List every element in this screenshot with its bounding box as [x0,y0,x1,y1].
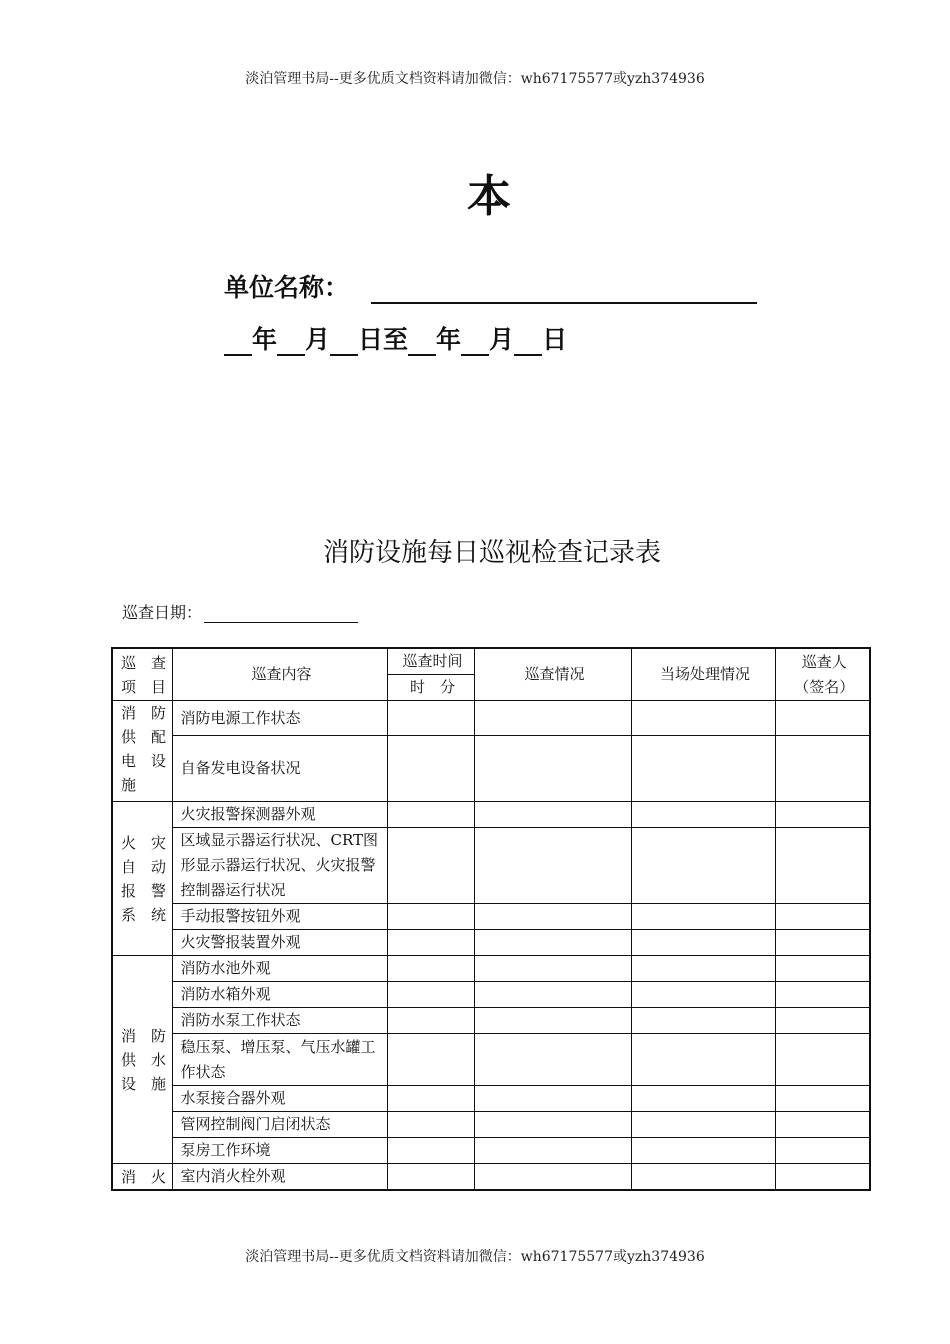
handling-cell[interactable] [631,1164,775,1191]
header-item: 巡 查 项 目 [112,648,172,701]
handling-cell[interactable] [631,828,775,904]
unit-name-blank[interactable] [371,274,757,304]
header-handling: 当场处理情况 [631,648,775,701]
inspector-cell[interactable] [775,736,870,802]
time-cell[interactable] [387,701,474,736]
status-cell[interactable] [474,828,631,904]
handling-cell[interactable] [631,802,775,828]
inspector-cell[interactable] [775,956,870,982]
content-cell: 消防水箱外观 [172,982,387,1008]
content-cell: 消防电源工作状态 [172,701,387,736]
table-row [112,1008,870,1034]
header-time-top: 巡查时间 [387,648,474,675]
status-cell[interactable] [474,982,631,1008]
inspection-date-row [122,600,358,623]
table-row [112,701,870,736]
content-cell: 火灾警报装置外观 [172,930,387,956]
unit-name-row [224,268,757,304]
date-part: 日 [542,325,568,354]
inspection-date-blank[interactable] [204,604,358,623]
category-cell: 消 防 供 水 设 施 [112,956,172,1164]
end-month-blank[interactable] [461,328,489,356]
table-row [112,1034,870,1086]
inspector-cell[interactable] [775,1138,870,1164]
table-row [112,1086,870,1112]
status-cell[interactable] [474,956,631,982]
form-title: 消防设施每日巡视检查记录表 [322,538,661,568]
header-status: 巡查情况 [474,648,631,701]
start-year-blank[interactable] [224,328,252,356]
table-row [112,982,870,1008]
status-cell[interactable] [474,736,631,802]
time-cell[interactable] [387,930,474,956]
inspection-date-label: 巡查日期： [122,603,203,622]
inspector-cell[interactable] [775,1086,870,1112]
start-month-blank[interactable] [277,328,305,356]
handling-cell[interactable] [631,904,775,930]
status-cell[interactable] [474,1008,631,1034]
status-cell[interactable] [474,1086,631,1112]
table-row [112,904,870,930]
inspector-cell[interactable] [775,701,870,736]
time-cell[interactable] [387,1112,474,1138]
handling-cell[interactable] [631,736,775,802]
date-part: 月 [489,325,515,354]
time-cell[interactable] [387,828,474,904]
handling-cell[interactable] [631,1086,775,1112]
header-content: 巡查内容 [172,648,387,701]
status-cell[interactable] [474,1034,631,1086]
category-cell: 火 灾 自 动 报 警 系 统 [112,802,172,956]
content-cell: 水泵接合器外观 [172,1086,387,1112]
unit-name-label: 单位名称： [224,273,350,302]
inspector-cell[interactable] [775,1034,870,1086]
page-footer-note: 淡泊管理书局--更多优质文档资料请加微信：wh67175577或yzh374936 [245,1249,705,1265]
handling-cell[interactable] [631,956,775,982]
handling-cell[interactable] [631,1008,775,1034]
status-cell[interactable] [474,1164,631,1191]
inspector-cell[interactable] [775,1164,870,1191]
time-cell[interactable] [387,1034,474,1086]
status-cell[interactable] [474,802,631,828]
table-row [112,1138,870,1164]
cover-big-character: 本 [467,171,513,222]
table-row [112,1164,870,1191]
time-cell[interactable] [387,1008,474,1034]
date-part: 月 [305,325,331,354]
header-time-bottom: 时 分 [387,675,474,701]
content-cell: 消防水池外观 [172,956,387,982]
time-cell[interactable] [387,982,474,1008]
inspector-cell[interactable] [775,802,870,828]
status-cell[interactable] [474,1112,631,1138]
inspector-cell[interactable] [775,982,870,1008]
table-row [112,930,870,956]
time-cell[interactable] [387,904,474,930]
table-row [112,1112,870,1138]
handling-cell[interactable] [631,982,775,1008]
date-range-row [224,320,567,356]
time-cell[interactable] [387,802,474,828]
date-part: 年 [252,325,278,354]
inspector-cell[interactable] [775,1008,870,1034]
table-row [112,736,870,802]
page-header-note: 淡泊管理书局--更多优质文档资料请加微信：wh67175577或yzh374936 [245,71,705,87]
header-inspector: 巡查人 （签名） [775,648,870,701]
inspector-cell[interactable] [775,904,870,930]
status-cell[interactable] [474,930,631,956]
time-cell[interactable] [387,1138,474,1164]
handling-cell[interactable] [631,1138,775,1164]
content-cell: 区域显示器运行状况、CRT图形显示器运行状况、火灾报警控制器运行状况 [172,828,387,904]
inspector-cell[interactable] [775,1112,870,1138]
end-year-blank[interactable] [408,328,436,356]
table-row [112,802,870,828]
date-part: 日至 [358,325,409,354]
status-cell[interactable] [474,701,631,736]
end-day-blank[interactable] [514,328,542,356]
content-cell: 手动报警按钮外观 [172,904,387,930]
content-cell: 泵房工作环境 [172,1138,387,1164]
content-cell: 管网控制阀门启闭状态 [172,1112,387,1138]
inspector-cell[interactable] [775,828,870,904]
time-cell[interactable] [387,1164,474,1191]
handling-cell[interactable] [631,701,775,736]
content-cell: 火灾报警探测器外观 [172,802,387,828]
time-cell[interactable] [387,956,474,982]
handling-cell[interactable] [631,930,775,956]
status-cell[interactable] [474,904,631,930]
handling-cell[interactable] [631,1034,775,1086]
content-cell: 自备发电设备状况 [172,736,387,802]
start-day-blank[interactable] [330,328,358,356]
content-cell: 消防水泵工作状态 [172,1008,387,1034]
category-cell: 消 防 供 配 电 设 施 [112,701,172,802]
inspector-cell[interactable] [775,930,870,956]
time-cell[interactable] [387,736,474,802]
table-row [112,956,870,982]
inspection-log-table [111,647,871,1191]
status-cell[interactable] [474,1138,631,1164]
content-cell: 室内消火栓外观 [172,1164,387,1191]
date-part: 年 [436,325,462,354]
handling-cell[interactable] [631,1112,775,1138]
time-cell[interactable] [387,1086,474,1112]
content-cell: 稳压泵、增压泵、气压水罐工作状态 [172,1034,387,1086]
table-row [112,828,870,904]
category-cell: 消 火 [112,1164,172,1191]
